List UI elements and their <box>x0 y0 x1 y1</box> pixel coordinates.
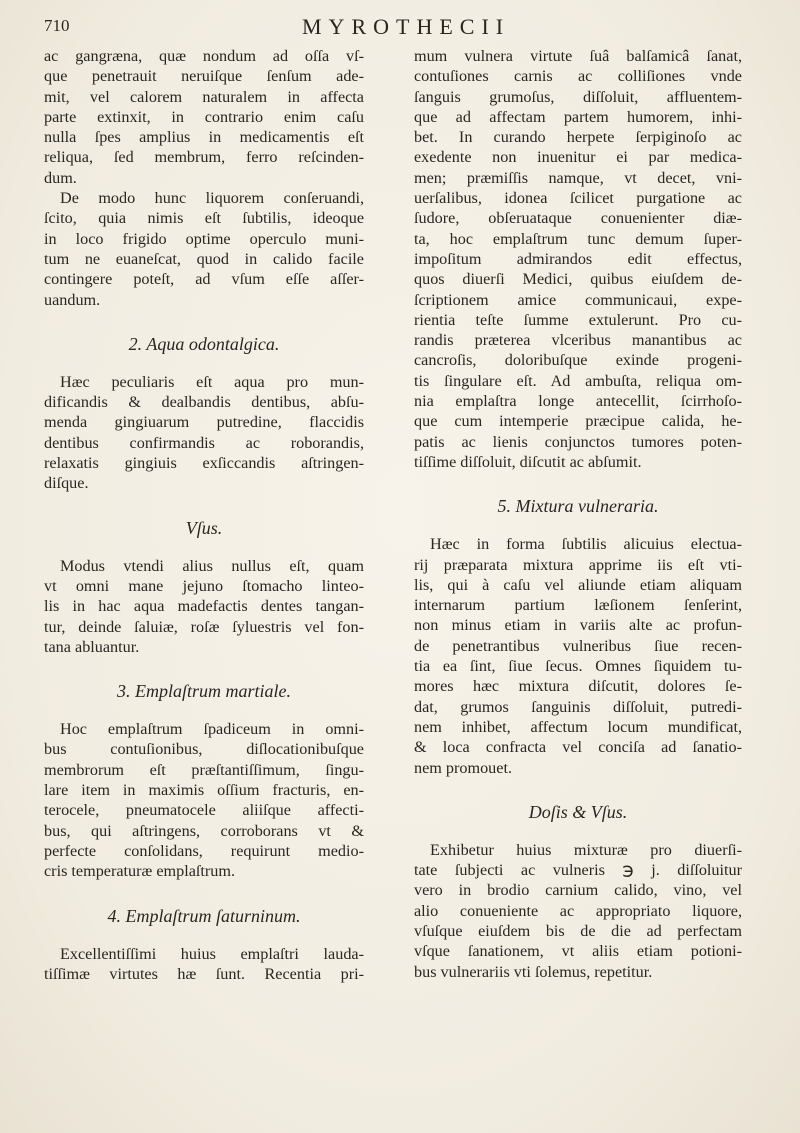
text-line: tis ſingulare eſt. Ad ambuſta, reliqua om- <box>414 371 742 390</box>
text-line: que ad affectam partem humorem, inhi- <box>414 107 742 126</box>
text-line: impoſitum admirandos edit effectus, <box>414 249 742 268</box>
text-line: nulla ſpes amplius in medicamentis eſt <box>44 128 364 147</box>
section-heading: 3. Emplaſtrum martiale. <box>117 681 291 702</box>
text-line: patis ac lienis conjunctos tumores poten- <box>414 432 742 451</box>
text-line: & loca confracta vel conciſa ad ſanatio- <box>414 738 742 757</box>
text-line: men; prӕmiſſis namque, vt decet, vni- <box>414 168 742 187</box>
text-line: terocele, pneumatocele aliiſque affecti- <box>44 801 364 820</box>
text-line: que cum intemperie prӕcipue calida, he- <box>414 412 742 431</box>
paragraph-first-line: Excellentiſſimi huius emplaſtri lauda- <box>60 944 364 963</box>
paragraph-first-line: Hӕc peculiaris eſt aqua pro mun- <box>60 372 364 391</box>
text-line: parte extinxit, in contrario enim caſu <box>44 107 364 126</box>
spacer <box>44 936 364 944</box>
text-line: contuſiones carnis ac colliſiones vnde <box>414 67 742 86</box>
text-line: rientia teſte ſumme extulerunt. Pro cu- <box>414 310 742 329</box>
text-line: lis in hac aqua madefactis dentes tangan- <box>44 597 364 616</box>
text-line: vſque ſanationem, vt aliis etiam potioni- <box>414 942 742 961</box>
text-line: cris temperaturӕ emplaſtrum. <box>44 862 236 881</box>
text-line: tiſſimӕ virtutes hӕ ſunt. Recentia pri- <box>44 964 364 983</box>
text-line: contingere poteſt, ad vſum eſſe aſſer- <box>44 270 364 289</box>
text-line: que penetrauit neruiſque ſenſum ade- <box>44 67 364 86</box>
text-line: internarum partium lӕſionem ſenſerint, <box>414 596 742 615</box>
text-line: lis, qui à caſu vel aliunde etiam aliquam <box>414 575 742 594</box>
text-line: uerſalibus, idonea ſcilicet purgatione ac <box>414 189 742 208</box>
left-column <box>44 46 364 984</box>
text-line: ſcito, quia nimis eſt ſubtilis, ideoque <box>44 209 364 228</box>
text-line: bet. In curando herpete ſerpiginoſo ac <box>414 128 742 147</box>
text-line: ſanguis grumoſus, diſſoluit, affluentem- <box>414 87 742 106</box>
page-number: 710 <box>44 16 70 35</box>
text-line: perfecte conſolidans, requirunt medio- <box>44 841 364 860</box>
text-line: alio conueniente ac appropriato liquore, <box>414 901 742 920</box>
paragraph-first-line: Hӕc in forma ſubtilis alicuius electua- <box>430 535 742 554</box>
text-line: dum. <box>44 168 77 187</box>
text-line: de penetrantibus vulneribus ſiue recen- <box>414 636 742 655</box>
paragraph-first-line: De modo hunc liquorem conſeruandi, <box>60 189 364 208</box>
text-line: cancroſis, doloribuſque exinde progeni- <box>414 351 742 370</box>
text-line: bus, qui aſtringens, corroborans vt & <box>44 821 364 840</box>
text-line: diſque. <box>44 474 89 493</box>
page-header <box>40 14 760 44</box>
section-heading: Doſis & Vſus. <box>528 801 628 822</box>
text-line: in loco frigido optime operculo muni- <box>44 229 364 248</box>
text-line: tum ne euaneſcat, quod in calido facile <box>44 249 364 268</box>
text-line: randis prӕterea vlceribus manantibus ac <box>414 331 742 350</box>
text-line: mores hӕc mixtura diſcutit, dolores ſe- <box>414 677 742 696</box>
text-line: quos diuerſi Medici, quibus eiuſdem de- <box>414 270 742 289</box>
spacer <box>44 657 364 671</box>
right-column <box>414 46 742 982</box>
text-line: tur, deinde ſaluiӕ, roſӕ ſyluestris vel fon- <box>44 617 364 636</box>
text-line: nia emplaſtra longe antecellit, ſcirrhoſo- <box>414 392 742 411</box>
paragraph-first-line: Hoc emplaſtrum ſpadiceum in omni- <box>60 720 364 739</box>
text-line: exedente non inuenitur ei par medica- <box>414 148 742 167</box>
text-line: tate ſubjecti ac vulneris ℈ j. diſſoluitur <box>414 861 742 880</box>
text-line: reliqua, ſed membrum, ferro reſcinden- <box>44 148 364 167</box>
paragraph-first-line: Modus vtendi alius nullus eſt, quam <box>60 556 364 575</box>
text-line: menda gingiuarum putredine, flaccidis <box>44 413 364 432</box>
text-line: mum vulnera virtute ſuâ balſamicâ ſanat, <box>414 47 742 65</box>
text-line: membrorum eſt prӕſtantiſſimum, ſingu- <box>44 760 364 779</box>
text-line: lare item in maximis oſſium fracturis, en- <box>44 781 364 800</box>
text-line: ta, hoc emplaſtrum tunc demum ſuper- <box>414 229 742 248</box>
text-line: nem promouet. <box>414 758 513 777</box>
text-line: dentibus confirmandis ac roborandis, <box>44 433 364 452</box>
text-line: vero in brodio carnium calido, vino, vel <box>414 881 742 900</box>
text-line: mit, vel calorem naturalem in affecta <box>44 87 364 106</box>
text-line: nem inhibet, affectum locum mundificat, <box>414 717 742 736</box>
spacer <box>414 526 742 534</box>
text-line: rij prӕparata mixtura apprime iis eſt vti- <box>414 555 742 574</box>
running-head: MYROTHECII <box>302 14 511 39</box>
text-line: bus contuſionibus, diſlocationibuſque <box>44 740 364 759</box>
section-heading: 2. Aqua odontalgica. <box>128 333 280 354</box>
paragraph-first-line: Exhibetur huius mixturӕ pro diuerſi- <box>430 840 742 859</box>
text-line: vt omni mane jejuno ſtomacho linteo- <box>44 576 364 595</box>
text-line: dat, grumos ſanguinis diſſoluit, putredi- <box>414 697 742 716</box>
text-line: dificandis & dealbandis dentibus, abſu- <box>44 393 364 412</box>
spacer <box>44 548 364 556</box>
text-line: uandum. <box>44 290 101 309</box>
text-line: bus vulnerariis vti ſolemus, repetitur. <box>414 962 653 981</box>
spacer <box>44 882 364 896</box>
text-line: relaxatis gingiuis exſiccandis aſtringen- <box>44 454 364 473</box>
section-heading: Vſus. <box>185 517 223 538</box>
spacer <box>44 310 364 324</box>
text-line: tiſſime diſſoluit, diſcutit ac abſumit. <box>414 452 642 471</box>
spacer <box>44 711 364 719</box>
text-line: tia ea ſint, ſiue ſecus. Omnes ſiquidem tu- <box>414 657 742 676</box>
section-heading: 4. Emplaſtrum ſaturninum. <box>107 905 301 926</box>
spacer <box>414 832 742 840</box>
text-line: vſuſque eiuſdem bis de die ad perfectam <box>414 921 742 940</box>
spacer <box>44 494 364 508</box>
spacer <box>44 364 364 372</box>
text-line: ac gangrӕna, quӕ nondum ad oſſa vſ- <box>44 47 364 65</box>
spacer <box>414 472 742 486</box>
text-line: ſudore, obſeruataque conuenienter diӕ- <box>414 209 742 228</box>
text-line: ſcriptionem amice communicaui, expe- <box>414 290 742 309</box>
text-line: non minus etiam in variis alte ac profun- <box>414 616 742 635</box>
section-heading: 5. Mixtura vulneraria. <box>497 496 659 517</box>
text-line: tana abluantur. <box>44 637 140 656</box>
spacer <box>414 778 742 792</box>
